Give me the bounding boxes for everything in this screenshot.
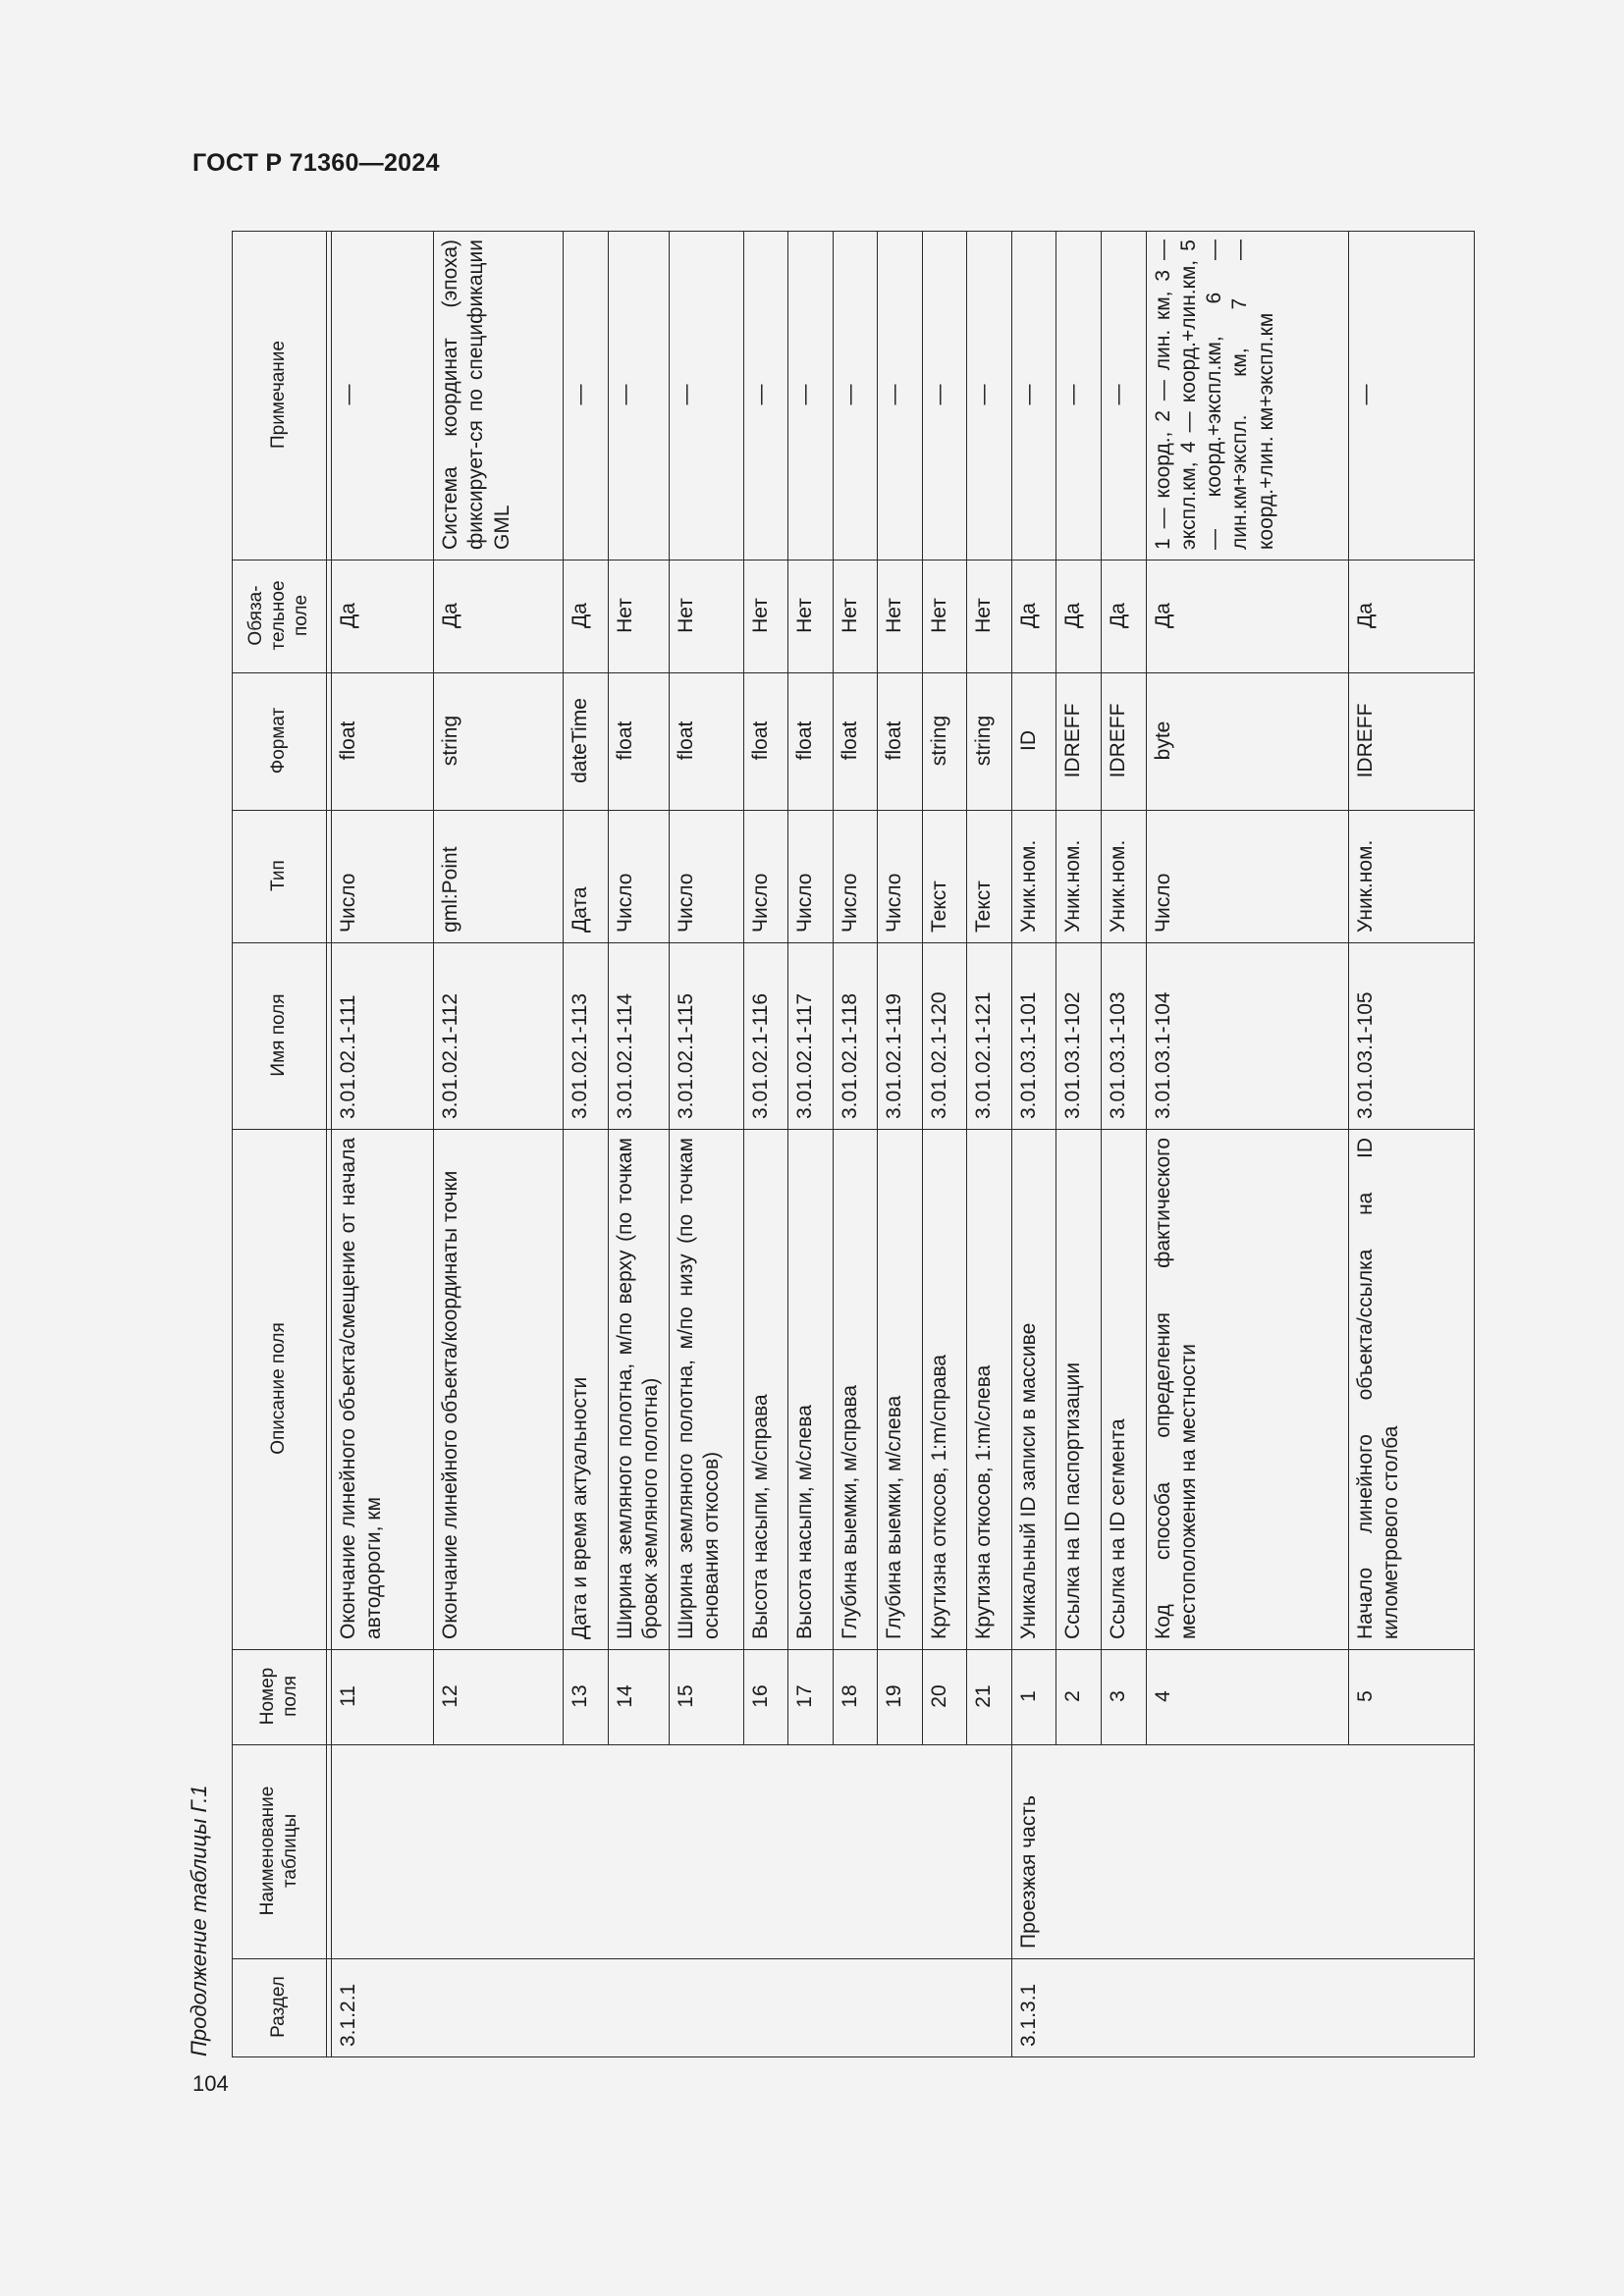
cell-field-name: 3.01.02.1-113	[564, 943, 609, 1130]
cell-format: IDREFF	[1348, 673, 1474, 811]
cell-description: Ширина земляного полотна, м/по верху (по точкам бровок земляного полотна)	[609, 1130, 670, 1650]
cell-description: Окончание линейного объекта/смещение от начала автодороги, км	[332, 1130, 434, 1650]
cell-field-no: 19	[877, 1650, 922, 1745]
cell-required: Да	[1011, 561, 1056, 673]
cell-description: Крутизна откосов, 1:m/справа	[922, 1130, 966, 1650]
cell-type: gml:Point	[434, 811, 564, 943]
cell-description: Ссылка на ID паспортизации	[1056, 1130, 1101, 1650]
cell-note: —	[922, 232, 966, 561]
cell-note: —	[1056, 232, 1101, 561]
cell-description: Ширина земляного полотна, м/по низу (по точкам основания откосов)	[669, 1130, 743, 1650]
table-header-row	[233, 232, 327, 2057]
cell-note: —	[1101, 232, 1146, 561]
cell-required: Да	[1146, 561, 1348, 673]
cell-format: float	[669, 673, 743, 811]
cell-note: —	[564, 232, 609, 561]
cell-type: Текст	[922, 811, 966, 943]
cell-table-name	[332, 1745, 1012, 1959]
cell-format: string	[434, 673, 564, 811]
cell-field-name: 3.01.02.1-111	[332, 943, 434, 1130]
cell-required: Да	[1056, 561, 1101, 673]
col-header-field-name: Имя поля	[233, 943, 327, 1130]
cell-field-name: 3.01.03.1-105	[1348, 943, 1474, 1130]
col-header-section: Раздел	[233, 1959, 327, 2057]
cell-description: Дата и время актуальности	[564, 1130, 609, 1650]
cell-required: Да	[564, 561, 609, 673]
cell-field-name: 3.01.02.1-117	[787, 943, 833, 1130]
cell-field-no: 16	[743, 1650, 787, 1745]
cell-note: 1 — коорд., 2 — лин. км, 3 — экспл.км, 4 — коорд.+лин.км, 5 — коорд.+экспл.км, 6 — лин.км+экспл. км, 7 — коорд.+лин. км+экспл.км	[1146, 232, 1348, 561]
cell-required: Нет	[743, 561, 787, 673]
cell-description: Начало линейного объекта/ссылка на ID километрового столба	[1348, 1130, 1474, 1650]
table-caption: Продолжение таблицы Г.1	[187, 1785, 211, 2056]
cell-field-name: 3.01.02.1-112	[434, 943, 564, 1130]
cell-type: Число	[332, 811, 434, 943]
cell-description: Высота насыпи, м/слева	[787, 1130, 833, 1650]
cell-format: float	[743, 673, 787, 811]
cell-description: Уникальный ID записи в массиве	[1011, 1130, 1056, 1650]
cell-required: Да	[1101, 561, 1146, 673]
cell-required: Да	[332, 561, 434, 673]
cell-field-no: 1	[1011, 1650, 1056, 1745]
cell-note: —	[877, 232, 922, 561]
cell-format: byte	[1146, 673, 1348, 811]
cell-description: Крутизна откосов, 1:m/слева	[966, 1130, 1011, 1650]
cell-field-no: 15	[669, 1650, 743, 1745]
cell-format: ID	[1011, 673, 1056, 811]
table-row	[332, 232, 434, 2057]
cell-field-no: 4	[1146, 1650, 1348, 1745]
cell-field-no: 21	[966, 1650, 1011, 1745]
cell-type: Число	[877, 811, 922, 943]
cell-field-no: 14	[609, 1650, 670, 1745]
cell-field-name: 3.01.03.1-101	[1011, 943, 1056, 1130]
cell-note: —	[833, 232, 877, 561]
cell-field-no: 20	[922, 1650, 966, 1745]
cell-required: Да	[434, 561, 564, 673]
rotated-table-container	[232, 232, 1494, 2057]
cell-format: float	[787, 673, 833, 811]
cell-field-name: 3.01.02.1-114	[609, 943, 670, 1130]
cell-type: Уник.ном.	[1056, 811, 1101, 943]
cell-type: Число	[1146, 811, 1348, 943]
cell-field-no: 5	[1348, 1650, 1474, 1745]
cell-field-no: 12	[434, 1650, 564, 1745]
col-header-required: Обяза- тельное поле	[233, 561, 327, 673]
cell-note: —	[743, 232, 787, 561]
cell-note: —	[669, 232, 743, 561]
cell-note: Система координат (эпоха) фиксирует-ся по спецификации GML	[434, 232, 564, 561]
cell-format: dateTime	[564, 673, 609, 811]
cell-field-no: 2	[1056, 1650, 1101, 1745]
cell-field-name: 3.01.02.1-115	[669, 943, 743, 1130]
cell-required: Нет	[787, 561, 833, 673]
cell-field-name: 3.01.02.1-118	[833, 943, 877, 1130]
cell-description: Глубина выемки, м/справа	[833, 1130, 877, 1650]
cell-required: Нет	[877, 561, 922, 673]
col-header-format: Формат	[233, 673, 327, 811]
document-header: ГОСТ Р 71360—2024	[192, 149, 440, 177]
cell-field-name: 3.01.03.1-103	[1101, 943, 1146, 1130]
cell-field-name: 3.01.03.1-104	[1146, 943, 1348, 1130]
cell-format: float	[877, 673, 922, 811]
cell-field-name: 3.01.02.1-121	[966, 943, 1011, 1130]
col-header-note: Примечание	[233, 232, 327, 561]
cell-type: Уник.ном.	[1348, 811, 1474, 943]
cell-field-no: 11	[332, 1650, 434, 1745]
cell-field-name: 3.01.02.1-120	[922, 943, 966, 1130]
cell-section: 3.1.2.1	[332, 1959, 1012, 2057]
cell-description: Код способа определения фактического местоположения на местности	[1146, 1130, 1348, 1650]
cell-description: Окончание линейного объекта/координаты точки	[434, 1130, 564, 1650]
table-body	[327, 232, 1475, 2057]
cell-format: float	[609, 673, 670, 811]
cell-type: Уник.ном.	[1101, 811, 1146, 943]
cell-field-name: 3.01.03.1-102	[1056, 943, 1101, 1130]
cell-description: Глубина выемки, м/слева	[877, 1130, 922, 1650]
cell-field-no: 18	[833, 1650, 877, 1745]
cell-format: string	[966, 673, 1011, 811]
cell-type: Число	[609, 811, 670, 943]
cell-type: Дата	[564, 811, 609, 943]
cell-description: Ссылка на ID сегмента	[1101, 1130, 1146, 1650]
col-header-description: Описание поля	[233, 1130, 327, 1650]
cell-note: —	[1348, 232, 1474, 561]
cell-field-no: 17	[787, 1650, 833, 1745]
col-header-table-name: Наименование таблицы	[233, 1745, 327, 1959]
cell-format: string	[922, 673, 966, 811]
col-header-type: Тип	[233, 811, 327, 943]
cell-note: —	[966, 232, 1011, 561]
cell-required: Нет	[966, 561, 1011, 673]
cell-field-name: 3.01.02.1-119	[877, 943, 922, 1130]
cell-field-name: 3.01.02.1-116	[743, 943, 787, 1130]
cell-section: 3.1.3.1	[1011, 1959, 1474, 2057]
cell-format: float	[332, 673, 434, 811]
cell-type: Уник.ном.	[1011, 811, 1056, 943]
cell-note: —	[787, 232, 833, 561]
cell-field-no: 13	[564, 1650, 609, 1745]
fields-table	[232, 231, 1475, 2057]
cell-field-no: 3	[1101, 1650, 1146, 1745]
cell-required: Нет	[609, 561, 670, 673]
cell-type: Текст	[966, 811, 1011, 943]
cell-format: IDREFF	[1101, 673, 1146, 811]
cell-required: Нет	[669, 561, 743, 673]
cell-type: Число	[787, 811, 833, 943]
cell-description: Высота насыпи, м/справа	[743, 1130, 787, 1650]
cell-required: Нет	[833, 561, 877, 673]
cell-type: Число	[743, 811, 787, 943]
cell-required: Нет	[922, 561, 966, 673]
col-header-field-no: Номер поля	[233, 1650, 327, 1745]
cell-note: —	[332, 232, 434, 561]
cell-type: Число	[669, 811, 743, 943]
cell-format: IDREFF	[1056, 673, 1101, 811]
cell-type: Число	[833, 811, 877, 943]
cell-format: float	[833, 673, 877, 811]
cell-note: —	[609, 232, 670, 561]
cell-required: Да	[1348, 561, 1474, 673]
page-number: 104	[192, 2071, 229, 2096]
table-row	[1011, 232, 1056, 2057]
cell-note: —	[1011, 232, 1056, 561]
cell-table-name: Проезжая часть	[1011, 1745, 1474, 1959]
